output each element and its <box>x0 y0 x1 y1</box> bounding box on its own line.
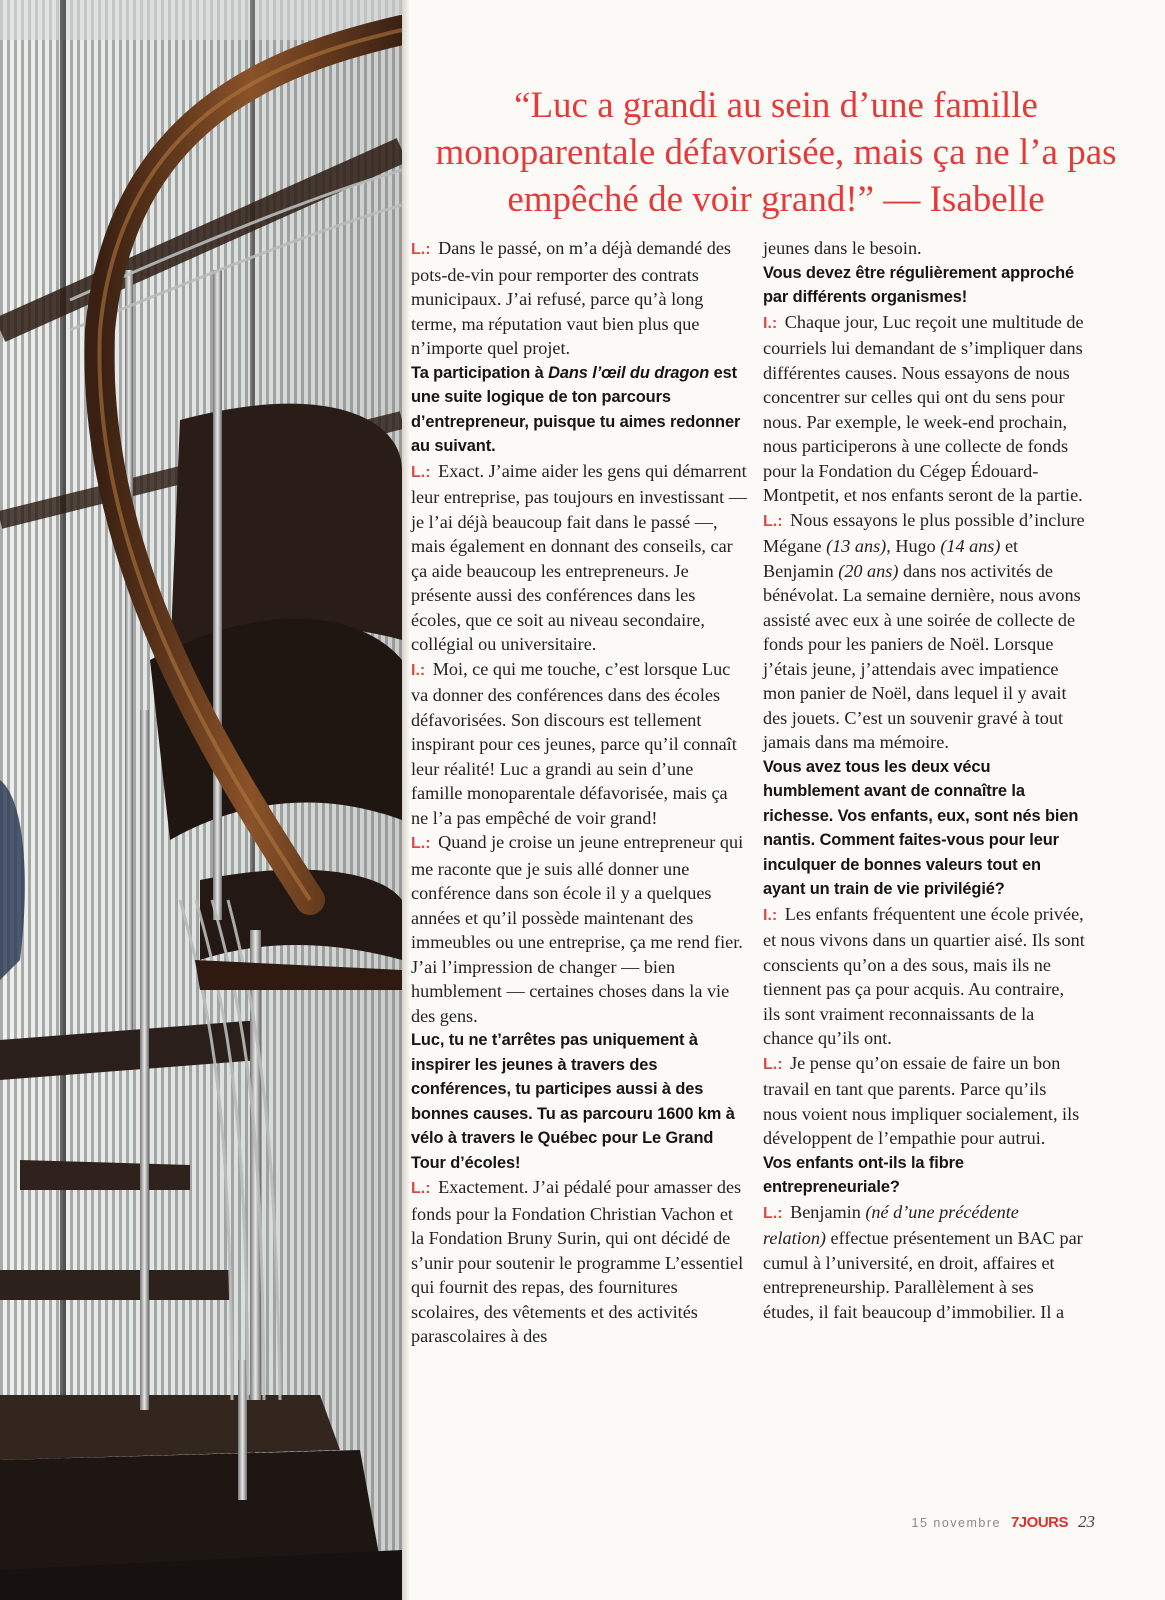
speaker-label: L.: <box>411 1180 431 1197</box>
answer-text: Dans le passé, on m’a déjà demandé des pots-de-vin pour remporter des contrats municipaux. J’ai refusé, parce qu’à long terme, ma réputation vaut bien plus que n’importe quel projet. <box>411 238 732 358</box>
speaker-label: L.: <box>763 1204 783 1222</box>
speaker-label: I.: <box>763 314 778 332</box>
answer-text: Benjamin <box>785 1201 866 1222</box>
answer-text: Les enfants fréquentent une école privée, et nous vivons dans un quartier aisé. Ils sont conscients qu’on a des sous, mais ils ne tiennent pas ça pour acquis. Au contraire, ils sont vraiment reconnaissants de la chance qu’ils ont. <box>763 903 1085 1048</box>
pull-quote-text: “Luc a grandi au sein d’une famille monoparentale défavorisée, mais ça ne l’a pas empêché de voir grand!” <box>435 85 1117 220</box>
answer-text: effectue présentement un BAC par cumul à l’université, en droit, affaires et entrepreneurship. Parallèlement à ses études, il fait beaucoup d’immobilier. Il a <box>763 1228 1083 1322</box>
answer-text: Nous essayons le plus possible d’inclure Mégane <box>763 509 1085 556</box>
page-footer <box>912 1512 1096 1532</box>
age-note: (20 ans) <box>838 560 899 581</box>
interview-question: Vous devez être régulièrement approché par différents organismes! <box>763 263 1075 306</box>
age-note: (13 ans) <box>826 536 887 556</box>
speaker-label: L.: <box>763 1055 783 1073</box>
answer-text: Quand je croise un jeune entrepreneur qui me raconte que je suis allé donner une conférence dans son école il y a quelques années et qu’il possède maintenant des immeubles ou une entreprise, ça me rend fier. J’ai l’impression de changer — bien humblement — certaines choses dans la vie des gens. <box>411 832 744 1026</box>
speaker-label: L.: <box>411 241 431 258</box>
article-column-right <box>763 236 1085 1324</box>
pull-quote <box>420 82 1132 223</box>
speaker-label: L.: <box>411 463 431 481</box>
answer-paragraph <box>763 310 1085 508</box>
question-text: est une suite logique de ton parcours d’entrepreneur, puisque tu aimes redonner au suivant. <box>411 363 741 455</box>
answer-text: et Benjamin <box>763 536 1019 581</box>
answer-text: dans nos activités de bénévolat. La semaine dernière, nous avons assisté avec eux à une soirée de collecte de fonds pour les paniers de Noël. Lorsque j’étais jeune, j’attendais avec impatience mon panier de Noël, dans lequel il y avait des jouets. C’est un souvenir gravé à tout jamais dans ma mémoire. <box>763 560 1081 752</box>
answer-paragraph <box>763 1200 1085 1325</box>
answer-paragraph <box>411 459 747 657</box>
answer-text: , Hugo <box>886 536 941 556</box>
pull-quote-attribution: — Isabelle <box>874 179 1045 220</box>
staircase-photo <box>0 0 402 1600</box>
issue-date: 15 novembre <box>911 1516 1001 1530</box>
show-title: Dans l’œil du dragon <box>548 363 710 382</box>
speaker-label: L.: <box>411 835 431 852</box>
age-note: (14 ans) <box>940 536 1001 556</box>
answer-paragraph <box>411 830 747 1028</box>
interview-question: Vos enfants ont-ils la fibre entrepreneuriale? <box>763 1153 964 1196</box>
speaker-label: I.: <box>411 661 426 679</box>
page-gutter <box>402 0 410 1600</box>
magazine-logo: 7JOURS <box>1010 1514 1068 1531</box>
aside-note: (né d’une précédente relation) <box>763 1201 1019 1248</box>
answer-paragraph <box>763 902 1085 1051</box>
answer-text: Chaque jour, Luc reçoit une multitude de courriels lui demandant de s’impliquer dans différentes causes. Nous essayons de nous concentrer sur celles qui ont du sens pour nous. Par exemple, le week-end prochain, nous participerons à une collecte de fonds pour la Fondation du Cégep Édouard-Montpetit, et nos enfants seront de la partie. <box>763 311 1084 505</box>
page-number: 23 <box>1078 1512 1095 1531</box>
question-text: Ta participation à <box>411 363 549 382</box>
interview-question: Vous avez tous les deux vécu humblement avant de connaître la richesse. Vos enfants, eux, sont nés bien nantis. Comment faites-vous pour leur inculquer de bonnes valeurs tout en ayant un train de vie privilégié? <box>763 757 1079 898</box>
answer-paragraph <box>411 657 747 831</box>
speaker-label: I.: <box>763 906 778 924</box>
article-column-left <box>411 236 747 1349</box>
answer-text: Exact. J’aime aider les gens qui démarrent leur entreprise, pas toujours en investissant — je l’ai déjà beaucoup fait dans le passé —, mais également en donnant des conseils, car ça aide beaucoup les entrepreneurs. Je présente aussi des conférences dans les écoles, que ce soit au niveau secondaire, collégial ou universitaire. <box>411 460 747 654</box>
interview-question <box>411 361 747 459</box>
speaker-label: L.: <box>763 512 783 530</box>
answer-text: Je pense qu’on essaie de faire un bon travail en tant que parents. Parce qu’ils nous voient nous impliquer socialement, ils développent de l’empathie pour autrui. <box>763 1052 1080 1148</box>
continued-text: jeunes dans le besoin. <box>763 238 922 258</box>
answer-text: Exactement. J’ai pédalé pour amasser des fonds pour la Fondation Christian Vachon et la Fondation Bruny Surin, qui ont décidé de s’unir pour soutenir le programme L’essentiel qui fournit des repas, des fournitures scolaires, des vêtements et des activités parascolaires à des <box>411 1177 744 1346</box>
answer-paragraph <box>411 236 747 361</box>
answer-paragraph <box>763 1051 1085 1151</box>
interview-question: Luc, tu ne t’arrêtes pas uniquement à inspirer les jeunes à travers des conférences, tu participes aussi à des bonnes causes. Tu as parcouru 1600 km à vélo à travers le Québec pour Le Grand Tour d’écoles! <box>411 1031 735 1172</box>
answer-text: Moi, ce qui me touche, c’est lorsque Luc va donner des conférences dans des écoles défavorisées. Son discours est tellement inspirant pour ces jeunes, parce qu’il connaît leur réalité! Luc a grandi au sein d’une famille monoparentale défavorisée, mais ça ne l’a pas empêché de voir grand! <box>411 658 737 828</box>
answer-paragraph <box>411 1175 747 1349</box>
answer-paragraph <box>763 508 1085 755</box>
